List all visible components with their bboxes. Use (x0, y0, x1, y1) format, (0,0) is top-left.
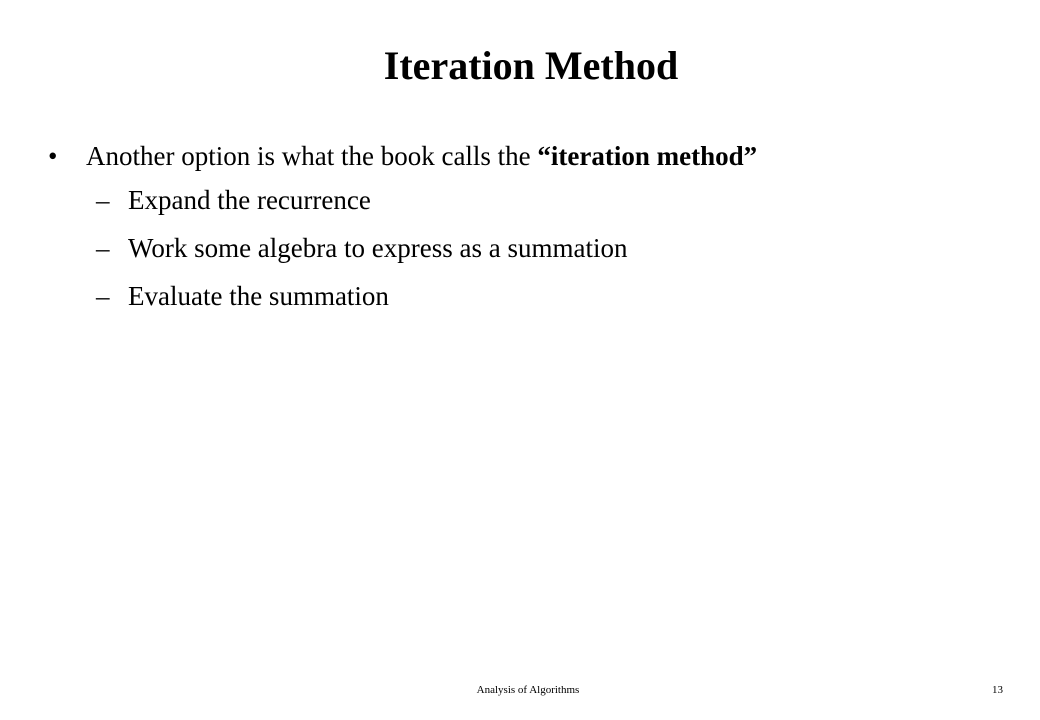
sub-bullet-marker: – (96, 281, 110, 311)
sub-bullet-text: Work some algebra to express as a summation (128, 233, 628, 263)
bullet-marker: • (48, 141, 58, 171)
sub-bullet-text: Expand the recurrence (128, 185, 371, 215)
bullet-text: Another option is what the book calls the (86, 141, 538, 171)
footer-title: Analysis of Algorithms (476, 684, 580, 696)
sub-bullet-marker: – (96, 233, 110, 263)
bullet-emphasis: “iteration method” (537, 141, 758, 171)
slide-title: Iteration Method (383, 43, 679, 88)
sub-bullet-item (48, 276, 1008, 324)
sub-bullet-item (48, 228, 1008, 276)
sub-bullet-text: Evaluate the summation (128, 281, 389, 311)
page-number: 13 (992, 684, 1003, 696)
sub-bullet-item (48, 180, 1008, 228)
bullet-list (48, 136, 1008, 324)
sub-bullet-marker: – (96, 185, 110, 215)
bullet-item (48, 136, 1008, 180)
